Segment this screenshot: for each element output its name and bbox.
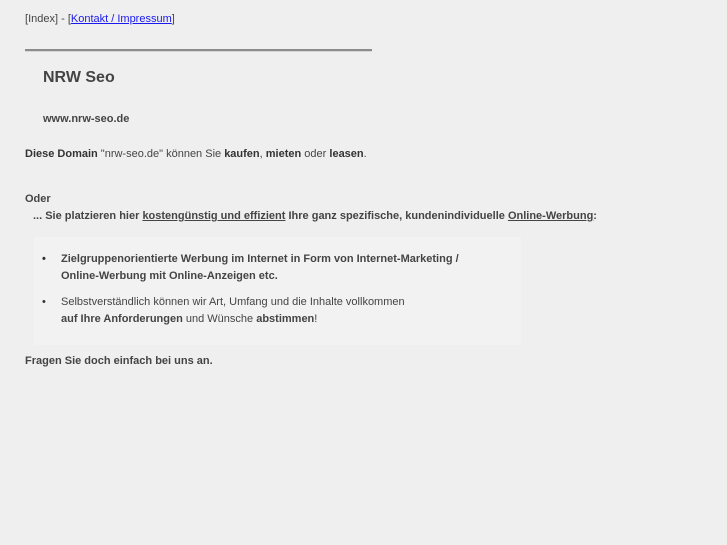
place-underlined: kostengünstig und effizient: [142, 210, 286, 222]
oder-label: Oder: [25, 193, 51, 205]
offer-lead: Diese Domain: [25, 148, 98, 160]
page-title: NRW Seo: [43, 69, 115, 86]
item-bold: auf Ihre Anforderungen: [61, 313, 183, 325]
features-box: [34, 237, 521, 345]
item-line: Selbstverständlich können wir Art, Umfang und die Inhalte vollkommen: [61, 296, 405, 308]
list-item: [42, 294, 405, 328]
horizontal-divider: [25, 49, 372, 52]
offer-period: .: [363, 148, 367, 160]
place-prefix: ... Sie platzieren hier: [33, 210, 143, 222]
online-werbung-link[interactable]: Online-Werbung: [507, 210, 594, 222]
offer-domain: "nrw-seo.de" können Sie: [97, 148, 225, 160]
item-line: Online-Werbung mit Online-Anzeigen etc.: [61, 270, 278, 282]
domain-url: www.nrw-seo.de: [43, 113, 130, 125]
item-line: Zielgruppenorientierte Werbung im Internet in Form von Internet-Marketing /: [61, 253, 459, 265]
nav-contact-link[interactable]: Kontakt / Impressum: [70, 13, 172, 25]
item-text: !: [314, 313, 318, 325]
offer-mieten: mieten: [265, 148, 302, 160]
advertising-text: [33, 210, 597, 222]
place-middle: Ihre ganz spezifische, kundenindividuelle: [285, 210, 508, 222]
bullet-icon: •: [42, 253, 46, 265]
item-text: und Wünsche: [182, 313, 257, 325]
offer-leasen: leasen: [329, 148, 364, 160]
offer-kaufen: kaufen: [224, 148, 260, 160]
top-navigation: [25, 13, 175, 25]
nav-index-link[interactable]: Index: [28, 13, 55, 25]
bullet-icon: •: [42, 296, 46, 308]
domain-offer-text: [25, 148, 367, 160]
nav-separator: ] - [: [54, 13, 71, 25]
closing-text: Fragen Sie doch einfach bei uns an.: [25, 355, 213, 367]
offer-oder: oder: [301, 148, 330, 160]
place-suffix: :: [593, 210, 597, 222]
list-item: [42, 251, 459, 285]
bracket-open: [: [25, 13, 29, 25]
bracket-close: ]: [171, 13, 175, 25]
item-bold: abstimmen: [256, 313, 315, 325]
offer-comma: ,: [259, 148, 266, 160]
